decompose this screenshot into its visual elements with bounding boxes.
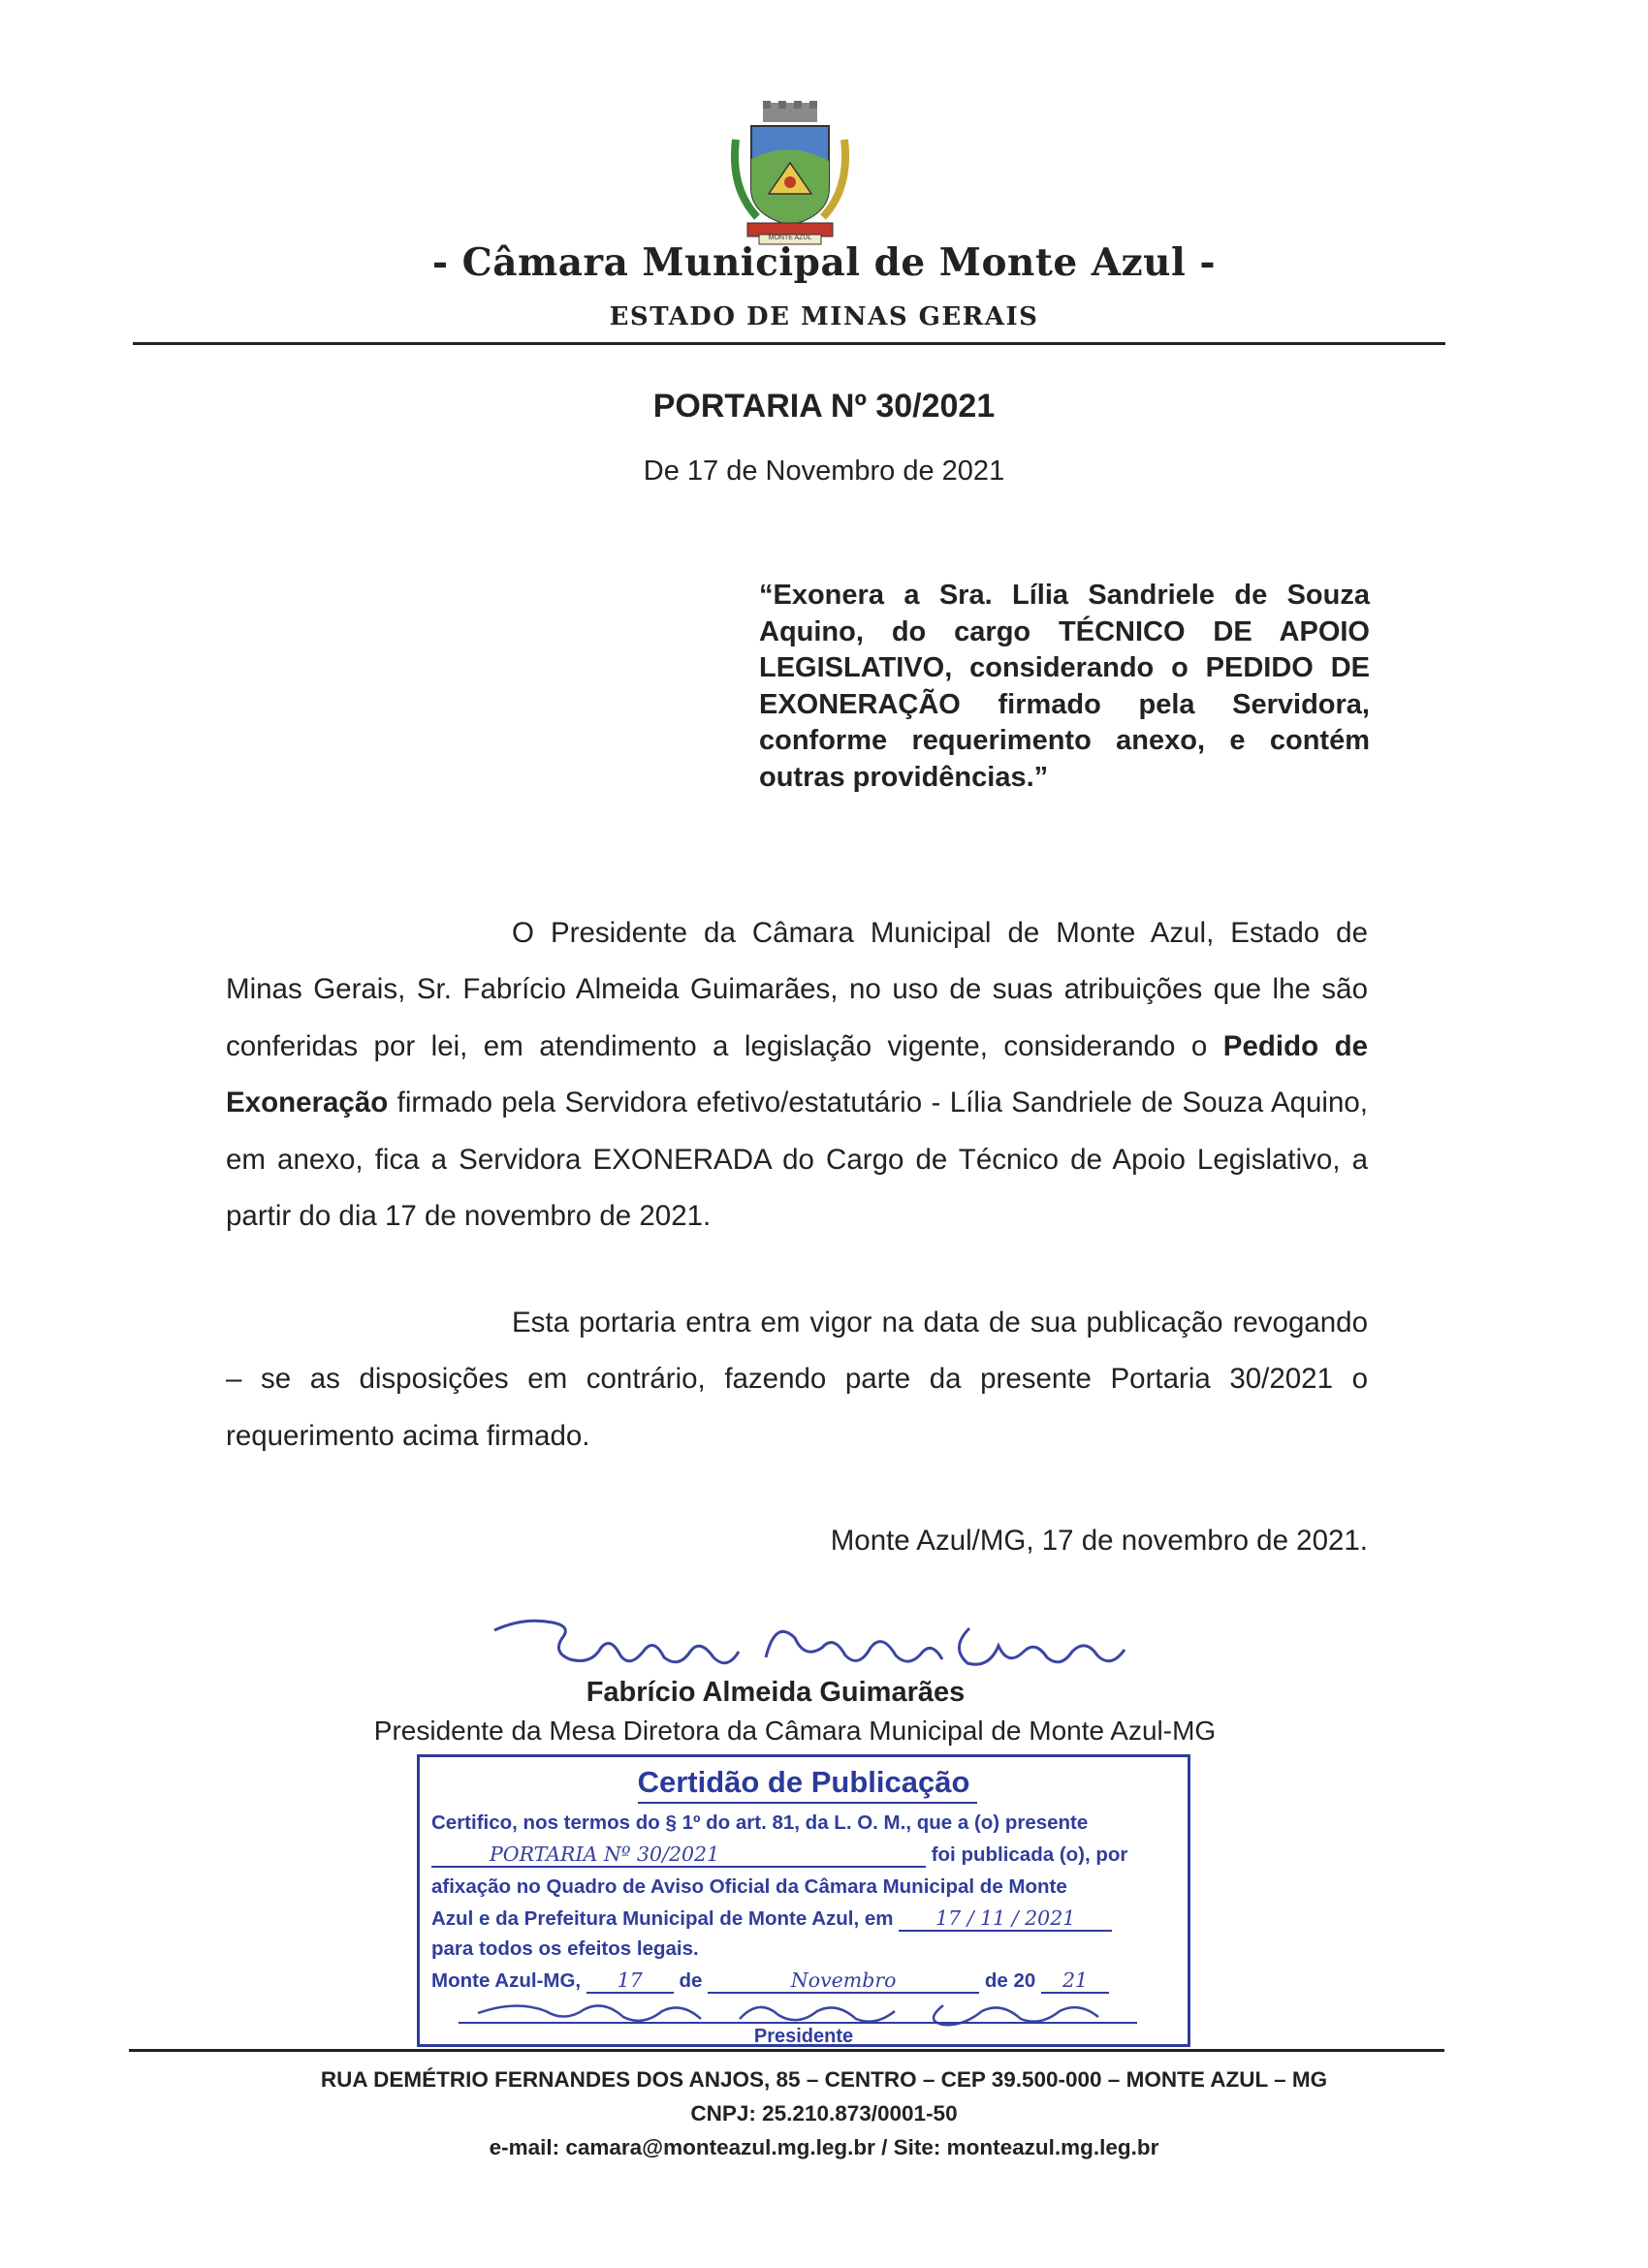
stamp-line-2: [431, 1843, 1178, 1868]
body-paragraph-1-end: firmado pela Servidora efetivo/estatutário - Lília Sandriele de Souza Aquino, em anexo, fica a Servidora EXONERADA do Cargo de Técnico de Apoio Legislativo, a partir do dia 17 de novembro de 2021.: [226, 1087, 1368, 1233]
footer-contact: e-mail: camara@monteazul.mg.leg.br / Site: monteazul.mg.leg.br: [489, 2135, 1159, 2159]
stamp-year-handwritten: 21: [1041, 1969, 1109, 1994]
footer-cnpj: CNPJ: 25.210.873/0001-50: [690, 2101, 958, 2126]
stamp-line-3: afixação no Quadro de Aviso Oficial da Câmara Municipal de Monte: [431, 1875, 1067, 1898]
footer-address: RUA DEMÉTRIO FERNANDES DOS ANJOS, 85 – CENTRO – CEP 39.500-000 – MONTE AZUL – MG: [320, 2067, 1328, 2092]
stamp-de-1: de: [679, 1969, 703, 1992]
body-paragraph-1-emphasis: Pedido de Exoneração: [226, 1029, 1368, 1119]
stamp-date-handwritten: 17 / 11 / 2021: [899, 1906, 1112, 1932]
stamp-role: Presidente: [753, 2026, 854, 2047]
publication-certificate-stamp: [417, 1754, 1190, 2047]
stamp-line-2-text: foi publicada (o), por: [931, 1843, 1128, 1866]
ordinance-summary: “Exonera a Sra. Lília Sandriele de Souza Aquino, do cargo TÉCNICO DE APOIO LEGISLATIVO, considerando o PEDIDO DE EXONERAÇÃO firmado pela Servidora, conforme requerimento anexo, e contém outras providências.”: [759, 580, 1370, 793]
chamber-title: - Câmara Municipal de Monte Azul -: [431, 240, 1217, 285]
crest-banner-text: MONTE AZUL: [768, 235, 812, 241]
stamp-title: Certidão de Publicação: [637, 1765, 970, 1799]
handwritten-signature: [485, 1609, 1144, 1686]
body-paragraph-2: Esta portaria entra em vigor na data de sua publicação revogando – se as disposições em contrário, fazendo parte da presente Portaria 30/2021 o requerimento acima firmado.: [226, 1307, 1368, 1452]
stamp-de-2: de 20: [984, 1969, 1036, 1992]
body-paragraph-1: [226, 905, 1368, 1244]
stamp-document-handwritten: PORTARIA Nº 30/2021: [431, 1843, 926, 1868]
stamp-line-5: para todos os efeitos legais.: [431, 1937, 699, 1960]
place-and-date: Monte Azul/MG, 17 de novembro de 2021.: [830, 1525, 1368, 1557]
municipal-crest-logo: [722, 101, 858, 246]
stamp-line-6: [431, 1969, 1109, 1994]
ordinance-date: De 17 de Novembro de 2021: [643, 456, 1005, 487]
stamp-line-4-text: Azul e da Prefeitura Municipal de Monte Azul, em: [431, 1907, 894, 1930]
stamp-location: Monte Azul-MG,: [431, 1969, 582, 1992]
stamp-title-underline: [638, 1802, 977, 1804]
state-subtitle: ESTADO DE MINAS GERAIS: [609, 302, 1039, 331]
stamp-month-handwritten: Novembro: [708, 1969, 979, 1994]
stamp-line-4: [431, 1906, 1112, 1932]
stamp-signature: [459, 1994, 1137, 2029]
stamp-line-1: Certifico, nos termos do § 1º do art. 81, da L. O. M., que a (o) presente: [431, 1811, 1089, 1834]
ordinance-title: PORTARIA Nº 30/2021: [652, 388, 996, 425]
footer-divider: [129, 2049, 1444, 2052]
header-divider: [133, 342, 1445, 345]
stamp-day-handwritten: 17: [586, 1969, 674, 1994]
signer-name: Fabrício Almeida Guimarães: [586, 1677, 966, 1708]
signer-role: Presidente da Mesa Diretora da Câmara Municipal de Monte Azul-MG: [373, 1716, 1217, 1746]
body-paragraph-1-start: O Presidente da Câmara Municipal de Monte Azul, Estado de Minas Gerais, Sr. Fabrício Almeida Guimarães, no uso de suas atribuições que lhe são conferidas por lei, em atendimento a legislação vigente, considerando o: [226, 917, 1368, 1062]
